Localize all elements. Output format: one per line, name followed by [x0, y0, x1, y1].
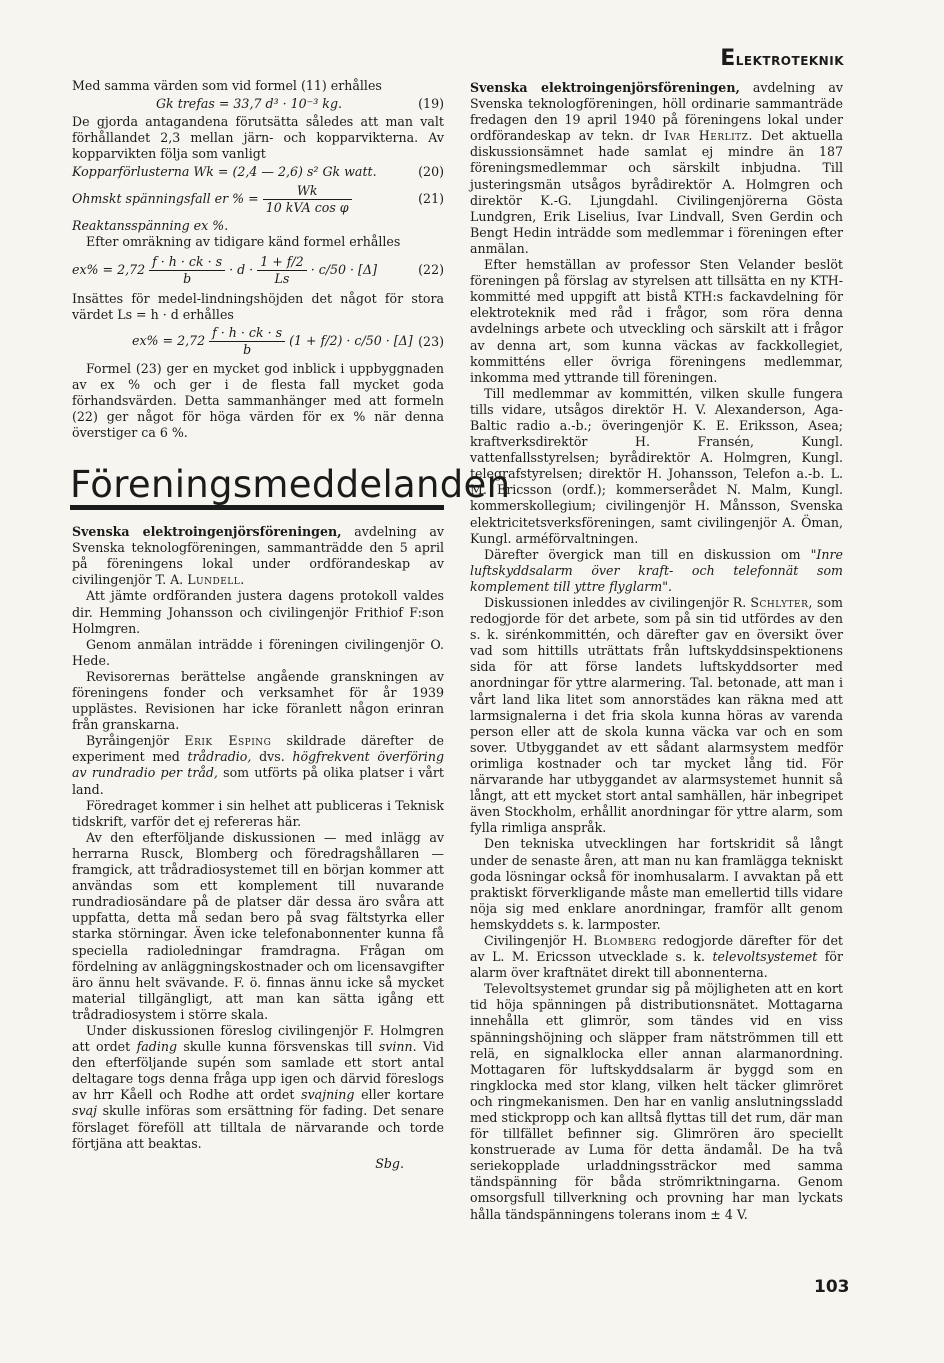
eq22-f2-numerator: 1 + f/2 [257, 254, 307, 271]
eq23-number: (23) [418, 333, 444, 349]
eq22-tail: · c/50 · [Δ] [310, 262, 377, 278]
eq20-body: Kopparförlusterna Wk = (2,4 — 2,6) s² Gk watt. [72, 164, 377, 180]
paragraph: Därefter övergick man till en diskussion om "Inre luftskyddsalarm över kraft- och telefonnät som komplement till yttre flyglarm". [470, 546, 843, 594]
eq22-fraction-2 [257, 254, 307, 287]
eq23-lhs: ex% = 2,72 [132, 333, 206, 349]
paragraph: Efter omräkning av tidigare känd formel erhålles [86, 233, 401, 249]
signature: Sbg. [375, 1155, 404, 1171]
right-column [470, 80, 843, 1223]
paragraph: Insättes för medel-lindningshöjden det något för stora värdet Ls = h · d erhålles [72, 291, 444, 323]
subheading: Reaktansspänning ex %. [72, 217, 229, 233]
intro-text: Med samma värden som vid formel (11) erhålles [72, 78, 382, 93]
paragraph: Televoltsystemet grundar sig på möjligheten att en kort tid höja spänningen på distributionsnätet. Mottagarna innehålla ett glimrör, som tändes vid en viss spänningshöjning och släpper fram nätströmmen till ett relä, en signalklocka eller annan alarmanordning. Mottagaren för luftskyddsalarm är byggd som en ringklocka med stor klang, vilken helt täcker glimröret och ringmekanismen. Den har en vanlig anslutningssladd med stickpropp och kan alltså flyttas till det rum, där man för tillfället befinner sig. Glimrören äro speciellt konstruerade av Luma för detta ändamål. De ha två seriekopplade urladdningssträckor med samma tändspänning för båda strömriktningarna. Genom omsorgsfull tillverkning och provning har man lyckats hålla tändspänningens tolerans inom ± 4 V. [470, 981, 843, 1222]
eq23-numerator: f · h · ck · s [209, 325, 285, 342]
paragraph: Civilingenjör H. Blomberg redogjorde därefter för det av L. M. Ericsson utvecklade s. k. televoltsystemet för alarm över kraftnätet direkt till abonnenterna. [470, 932, 843, 981]
paragraph: Revisorernas berättelse angående granskningen av föreningens fonder och verksamhet för år 1939 upplästes. Revisionen har icke föranlett någon erinran från granskarna. [72, 668, 444, 733]
eq19-number: (19) [418, 96, 444, 112]
equation-21 [72, 183, 444, 216]
eq22-lhs: ex% = 2,72 [72, 262, 146, 278]
eq22-fraction-1 [149, 254, 225, 287]
section-heading: Föreningsmeddelanden [70, 477, 444, 510]
eq22-f1-numerator: f · h · ck · s [149, 254, 225, 271]
paragraph: Till medlemmar av kommittén, vilken skulle fungera tills vidare, utsågos direktör H. V. Alexanderson, Aga-Baltic radio a.-b.; överingenjör K. E. Eriksson, Asea; kraftverksdirektör H. Fransén, Kungl. vattenfallsstyrelsen; byrådirektör A. Holmgren, Kungl. telegrafstyrelsen; direktör H. Johansson, Telefon a.-b. L. M. Ericsson (ordf.); kommerserådet N. Malm, Kungl. kommerskollegium; civilingenjör H. Månsson, Svenska elektricitetsverksföreningen, samt civilingenjör A. Öman, Kungl. arméförvaltningen. [470, 385, 843, 546]
eq23-tail: (1 + f/2) · c/50 · [Δ] [289, 333, 413, 349]
equation-20 [72, 164, 444, 180]
eq23-fraction [209, 325, 285, 358]
notice-paragraph: Svenska elektroingenjörsföreningen, avdelning av Svenska teknologföreningen, sammanträdde den 5 april på föreningens lokal under ordförandeskap av civilingenjör T. A. Lundell. [72, 524, 444, 588]
eq22-mid: · d · [229, 262, 254, 278]
eq22-number: (22) [418, 262, 444, 278]
paragraph: Efter hemställan av professor Sten Velander beslöt föreningen på förslag av styrelsen att tillsätta en ny KTH-kommitté med uppgift att bistå KTH:s fackavdelning för elektroteknik med råd i frågor, som röra denna avdelnings arbete och utveckling och särskilt att i frågor av denna art, som kunna väckas av fackkollegiet, kommitténs eller övriga föreningens medlemmar, inkomma med yttrande till föreningen. [470, 257, 843, 385]
paragraph: Den tekniska utvecklingen har fortskridit så långt under de senaste åren, att man nu kan framlägga tekniskt goda lösningar också för inomhusalarm. I avvaktan på ett praktiskt förverkligande måste man emellertid tills vidare nöja sig med enklare anordningar, framför allt genom hemskyddets s. k. larmposter. [470, 836, 843, 932]
paragraph: Diskussionen inleddes av civilingenjör R. Schlyter, som redogjorde för det arbete, som på sin tid utfördes av den s. k. sirénkommittén, och därefter gav en översikt över vad som hittills uträttats från luftskyddsinspektionens sida för att förse landets luftskyddsorter med anordningar för yttre alarmering. Tal. betonade, att man i vårt land lika litet som annorstädes kan räkna med att larmsignalerna i det fria skola kunna höras av varenda person eller att de skola kunna väcka var och en som sover. Utbyggandet av ett sådant alarmsystem medför orimliga kostnader och tar mycket lång tid. För närvarande har utbyggandet av alarmsystemet hunnit så långt, att ett mycket stort antal samhällen, här inbegripet även Stockholm, erhållit anordningar för yttre alarm, som fylla rimliga anspråk. [470, 595, 843, 836]
paragraph: Föredraget kommer i sin helhet att publiceras i Teknisk tidskrift, varför det ej refereras här. [72, 797, 444, 829]
paragraph: Genom anmälan inträdde i föreningen civilingenjör O. Hede. [72, 636, 444, 668]
left-column [70, 78, 511, 1172]
paragraph: Att jämte ordföranden justera dagens protokoll valdes dir. Hemming Johansson och civilingenjör Frithiof F:son Holmgren. [72, 588, 444, 636]
equation-19 [72, 96, 444, 112]
eq22-f1-denominator: b [183, 271, 192, 287]
eq21-denominator: 10 kVA cos φ [265, 199, 349, 215]
eq21-numerator: Wk [263, 183, 352, 200]
paragraph: Under diskussionen föreslog civilingenjör F. Holmgren att ordet fading skulle kunna försvenskas till svinn. Vid den efterföljande supén som samlade ett stort antal deltagare togs denna fråga upp igen och därvid föreslogs av hrr Kåell och Rodhe att ordet svajning eller kortare svaj skulle införas som ersättning för fading. Det senare förslaget föreföll att tilltala de närvarande och torde förtjäna att beaktas. [72, 1022, 445, 1151]
eq21-fraction [263, 183, 352, 216]
eq21-label: Ohmskt spänningsfall er % = [72, 190, 259, 206]
eq23-denominator: b [243, 342, 252, 358]
running-header: Elektroteknik [720, 46, 844, 71]
page-number: 103 [814, 1277, 850, 1297]
paragraph: Formel (23) ger en mycket god inblick i uppbyggnaden av ex % och ger i de flesta fall mycket goda förhandsvärden. Detta sammanhänger med att formeln (22) ger något för höga värden för ex % när denna överstiger ca 6 %. [72, 360, 444, 440]
equation-23 [72, 325, 444, 358]
paragraph: De gjorda antagandena förutsätta således att man valt förhållandet 2,3 mellan järn- och kopparvikterna. Av kopparvikten följa som vanligt [72, 114, 444, 162]
eq22-f2-denominator: Ls [274, 271, 290, 287]
notice-paragraph: Svenska elektroingenjörsföreningen, avdelning av Svenska teknologföreningen, höll ordinarie sammanträde fredagen den 19 april 1940 på föreningens lokal under ordförandeskap av tekn. dr Ivar Herlitz. Det aktuella diskussionsämnet hade samlat ej mindre än 187 föreningsmedlemmar och särskilt inbjudna. Till justeringsmän utsågos byrådirektör A. Holmgren och direktör K.-G. Ljungdahl. Civilingenjörerna Gösta Lundgren, Erik Liselius, Ivar Lindvall, Sven Gerdin och Bengt Hedin inträdde som medlemmar i föreningen efter anmälan. [470, 80, 844, 256]
eq21-number: (21) [418, 191, 444, 207]
paragraph: Byråingenjör Erik Esping skildrade därefter de experiment med trådradio, dvs. högfrekvent överföring av rundradio per tråd, som utförts på olika platser i vårt land. [72, 733, 445, 797]
eq20-number: (20) [418, 164, 444, 180]
equation-22 [72, 254, 444, 287]
paragraph: Av den efterföljande diskussionen — med inlägg av herrarna Rusck, Blomberg och föredragshållaren — framgick, att trådradiosystemet till en början kommer att användas som ett komplement till nuvarande rundradiosändare på de platser där dessa äro svåra att uppfatta, detta må sedan bero på svag fältstyrka eller starka störningar. Även icke telefonabonnenter kunna få speciella radioledningar framdragna. Frågan om fördelning av anläggningskostnader och om licensavgifter äro ännu helt svävande. F. ö. finnas ännu icke så mycket material tillgängligt, att man kan sätta igång ett trådradiosystem i större skala. [72, 829, 445, 1022]
eq19-body: Gk trefas = 33,7 d³ · 10⁻³ kg. [156, 96, 343, 112]
